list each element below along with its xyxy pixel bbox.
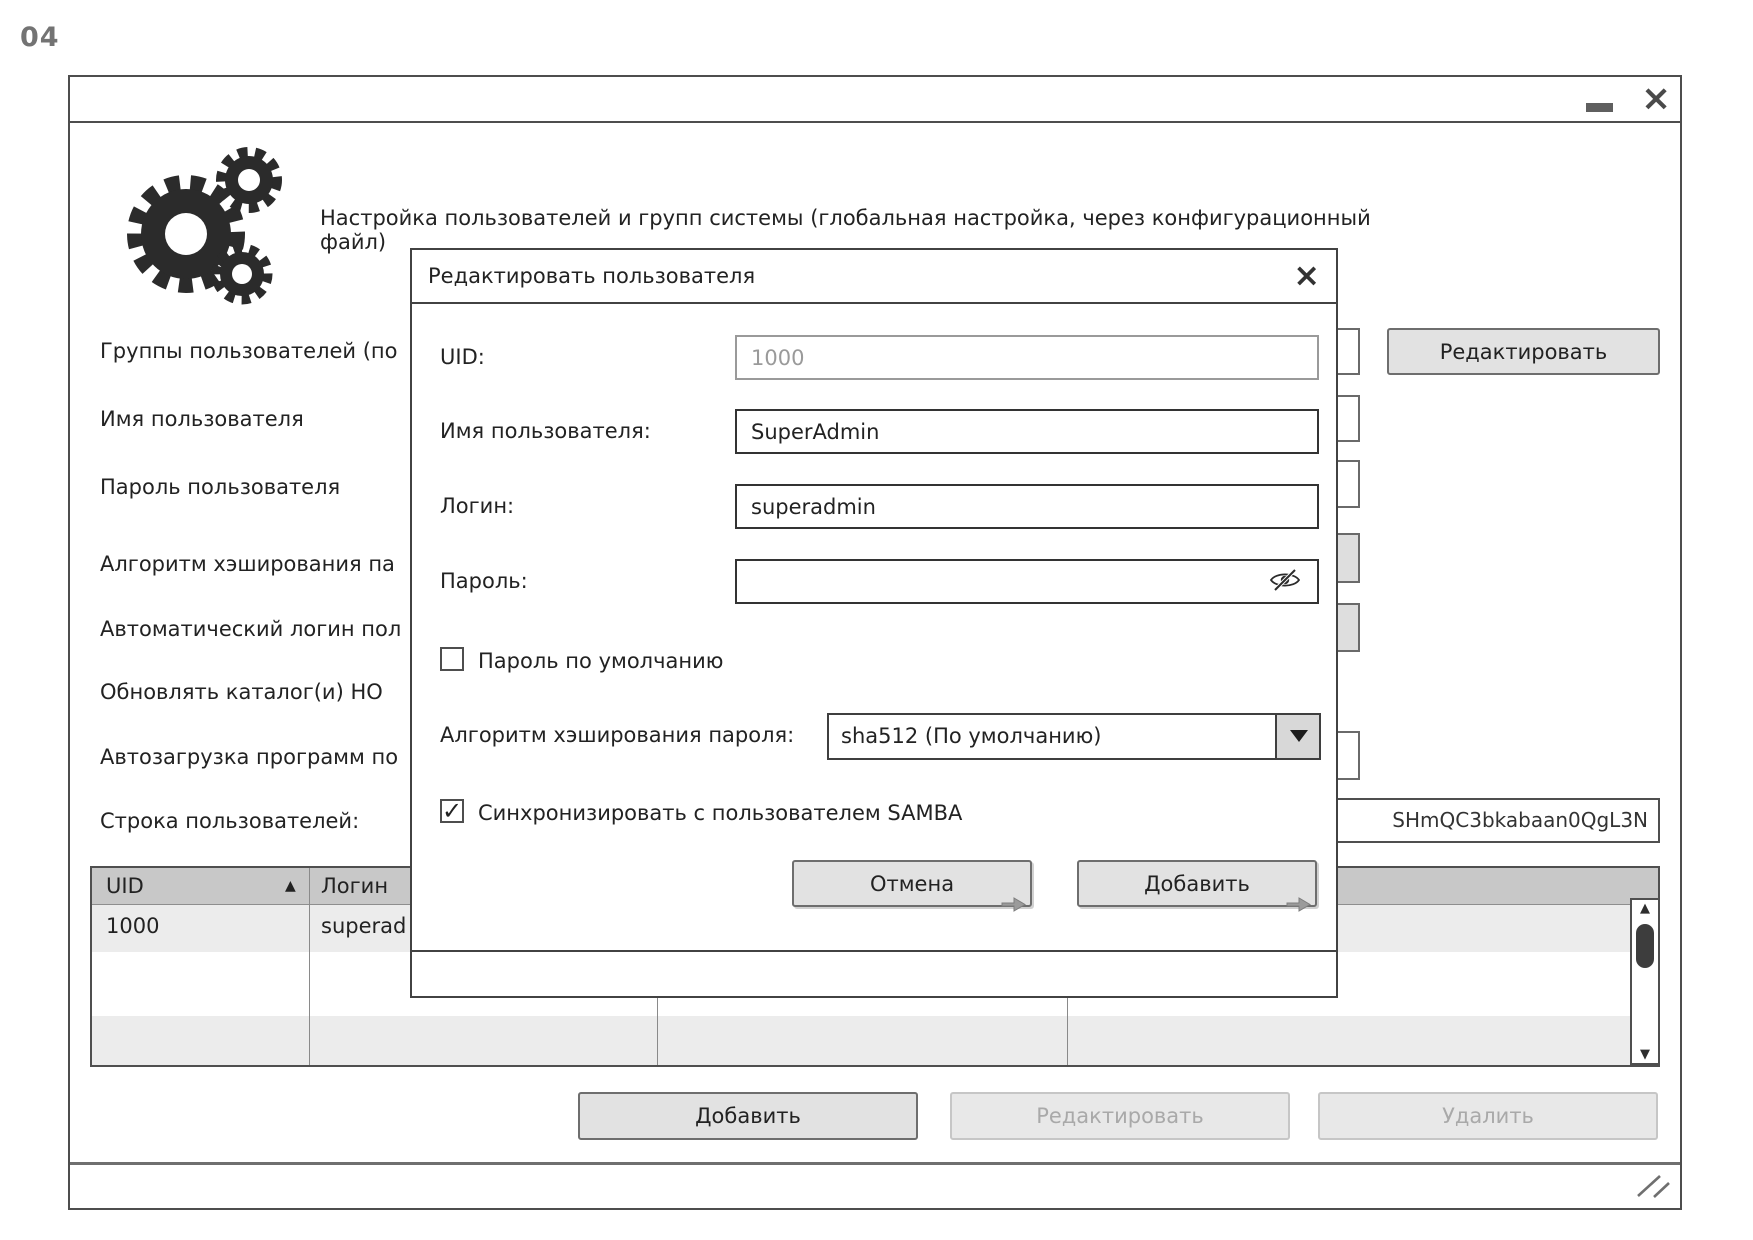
table-delete-button-label: Удалить	[1442, 1104, 1534, 1128]
label-user-groups: Группы пользователей (по	[100, 339, 398, 363]
dialog-close-icon[interactable]: ×	[1293, 256, 1320, 294]
label-auto-login: Автоматический логин пол	[100, 617, 402, 641]
column-divider	[309, 868, 310, 1065]
header-login[interactable]: Логин	[321, 874, 389, 898]
eye-slash-icon	[1268, 567, 1302, 593]
edit-user-dialog	[410, 248, 1338, 998]
main-window-titlebar[interactable]	[68, 75, 1682, 123]
default-password-label: Пароль по умолчанию	[478, 649, 724, 673]
edit-groups-button[interactable]	[1387, 328, 1660, 375]
page-number-label: 04	[20, 22, 60, 53]
hash-algorithm-select[interactable]	[827, 713, 1321, 760]
dialog-add-label: Добавить	[1144, 871, 1250, 896]
cell-uid: 1000	[106, 914, 160, 938]
statusbar-divider	[70, 1162, 1680, 1165]
table-edit-button-label: Редактировать	[1036, 1104, 1204, 1128]
cursor-arrow-icon	[1001, 895, 1027, 913]
dialog-title: Редактировать пользователя	[428, 264, 756, 288]
scroll-up-icon[interactable]: ▲	[1640, 901, 1650, 916]
label-autostart: Автозагрузка программ по	[100, 745, 399, 769]
samba-sync-checkmark: ✓	[442, 797, 463, 825]
dialog-footer-divider	[412, 950, 1336, 952]
table-scrollbar[interactable]	[1630, 898, 1660, 1065]
gears-icon	[98, 142, 288, 307]
uid-field[interactable]	[735, 335, 1319, 380]
table-add-button[interactable]	[578, 1092, 918, 1140]
dialog-cancel-label: Отмена	[869, 871, 955, 896]
label-users-string: Строка пользователей:	[100, 809, 360, 833]
label-hash-algorithm: Алгоритм хэширования па	[100, 552, 395, 576]
login-field[interactable]	[735, 484, 1319, 529]
password-label: Пароль:	[440, 569, 528, 593]
table-row[interactable]	[92, 1016, 1658, 1065]
table-edit-button[interactable]	[950, 1092, 1290, 1140]
dialog-cancel-button[interactable]	[792, 860, 1032, 907]
label-user-password: Пароль пользователя	[100, 475, 341, 499]
login-label: Логин:	[440, 494, 515, 518]
scroll-down-icon[interactable]: ▼	[1640, 1047, 1650, 1062]
samba-sync-checkbox[interactable]	[440, 799, 464, 823]
users-string-field[interactable]: SHmQC3bkabaan0QgL3N	[1322, 798, 1660, 843]
default-password-checkbox[interactable]	[440, 647, 464, 671]
toggle-password-visibility-button[interactable]	[1268, 567, 1302, 593]
header-uid[interactable]: UID	[106, 874, 144, 898]
table-delete-button[interactable]	[1318, 1092, 1658, 1140]
chevron-down-icon	[1290, 730, 1308, 742]
dialog-add-button[interactable]	[1077, 860, 1317, 907]
label-update-home: Обновлять каталог(и) HO	[100, 680, 383, 704]
uid-label: UID:	[440, 345, 485, 369]
close-icon[interactable]: ×	[1641, 78, 1672, 119]
minimize-icon[interactable]	[1586, 103, 1613, 112]
label-user-name: Имя пользователя	[100, 407, 304, 431]
sort-asc-icon[interactable]: ▲	[285, 878, 296, 894]
page-description: Настройка пользователей и групп системы (глобальная настройка, через конфигурационный файл)	[320, 206, 1371, 254]
cell-login: superad	[321, 914, 407, 938]
dropdown-arrow-button[interactable]	[1275, 715, 1319, 758]
resize-grip-icon[interactable]	[1632, 1170, 1680, 1202]
name-field[interactable]	[735, 409, 1319, 454]
scrollbar-thumb[interactable]	[1636, 924, 1654, 968]
hash-algorithm-label: Алгоритм хэширования пароля:	[440, 723, 795, 747]
name-label: Имя пользователя:	[440, 419, 651, 443]
table-add-button-label: Добавить	[695, 1104, 801, 1128]
hash-algorithm-value: sha512 (По умолчанию)	[841, 724, 1102, 748]
password-field[interactable]	[735, 559, 1319, 604]
edit-groups-button-label: Редактировать	[1439, 339, 1608, 364]
samba-sync-label: Синхронизировать с пользователем SAMBA	[478, 801, 963, 825]
cursor-arrow-icon	[1286, 895, 1312, 913]
